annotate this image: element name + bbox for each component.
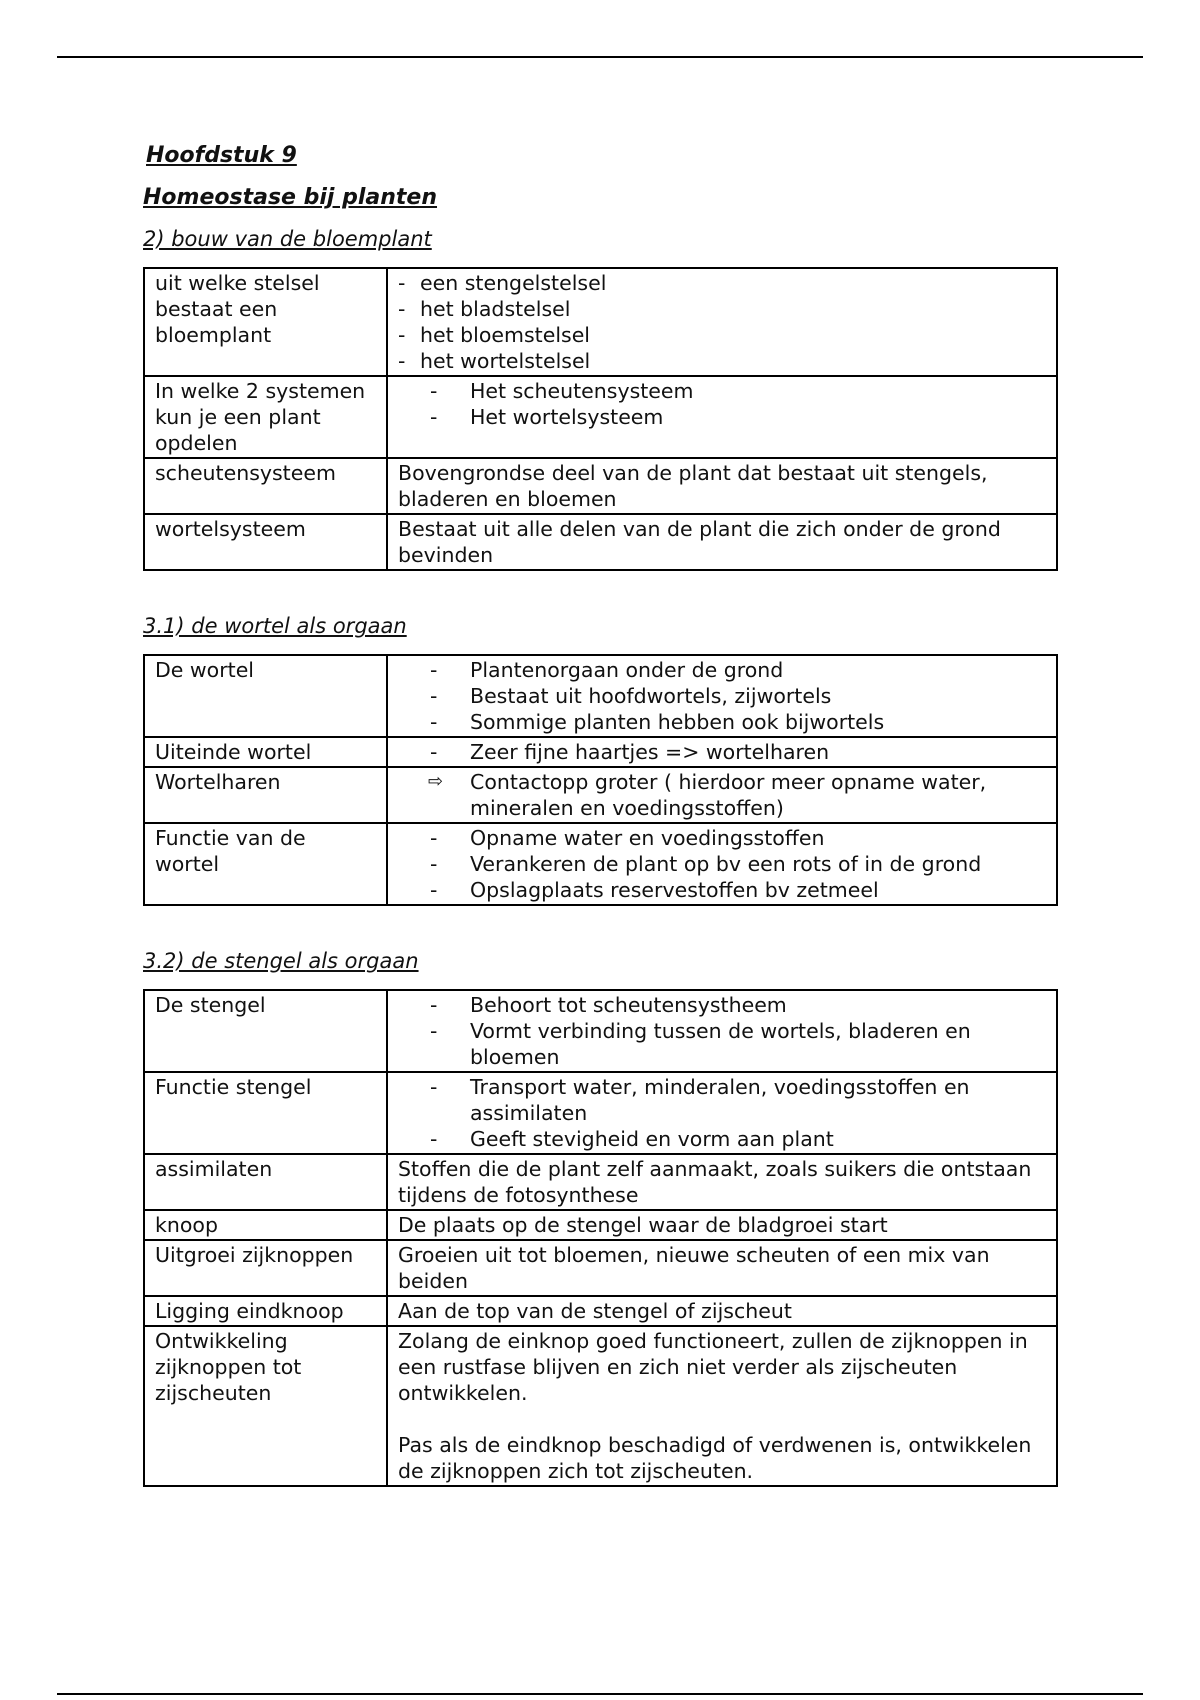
row-value	[387, 458, 1057, 514]
row-label: De wortel	[144, 655, 387, 737]
row-label: knoop	[144, 1210, 387, 1240]
table-row	[144, 458, 1057, 514]
list-item: - Vormt verbinding tussen de wortels, bladeren en bloemen	[398, 1018, 1046, 1070]
row-label: wortelsysteem	[144, 514, 387, 570]
bullet-list	[398, 378, 1046, 430]
table-row	[144, 737, 1057, 767]
info-table	[143, 989, 1058, 1487]
bullet-list	[398, 1074, 1046, 1152]
row-value	[387, 1240, 1057, 1296]
row-label: Wortelharen	[144, 767, 387, 823]
list-item: - Geeft stevigheid en vorm aan plant	[398, 1126, 1046, 1152]
table-row	[144, 268, 1057, 376]
row-label: Ligging eindknoop	[144, 1296, 387, 1326]
table-row	[144, 1296, 1057, 1326]
row-value	[387, 1154, 1057, 1210]
cell-paragraph: Zolang de einknop goed functioneert, zullen de zijknoppen in een rustfase blijven en zich niet verder als zijscheuten ontwikkelen.	[398, 1329, 1028, 1405]
bullet-list	[398, 992, 1046, 1070]
table-row	[144, 990, 1057, 1072]
cell-paragraph: Groeien uit tot bloemen, nieuwe scheuten of een mix van beiden	[398, 1243, 990, 1293]
table-row	[144, 376, 1057, 458]
list-item: - Sommige planten hebben ook bijwortels	[398, 709, 1046, 735]
row-label: In welke 2 systemen kun je een plant opdelen	[144, 376, 387, 458]
list-item: - het bladstelsel	[398, 296, 1046, 322]
table-row	[144, 767, 1057, 823]
cell-paragraph: De plaats op de stengel waar de bladgroei start	[398, 1213, 888, 1237]
table-row	[144, 1326, 1057, 1486]
row-value	[387, 655, 1057, 737]
list-item: - Bestaat uit hoofdwortels, zijwortels	[398, 683, 1046, 709]
list-item: - het bloemstelsel	[398, 322, 1046, 348]
subject-title: Homeostase bij planten	[143, 185, 438, 210]
row-value	[387, 514, 1057, 570]
cell-paragraph: Pas als de eindknop beschadigd of verdwenen is, ontwikkelen de zijknoppen zich tot zijscheuten.	[398, 1433, 1032, 1483]
footer-rule	[57, 1693, 1143, 1695]
list-item: - Het scheutensysteem	[398, 378, 1046, 404]
row-value	[387, 1296, 1057, 1326]
list-item: - Verankeren de plant op bv een rots of in de grond	[398, 851, 1046, 877]
bullet-list	[398, 769, 1046, 821]
section-title: 3.2) de stengel als orgaan	[143, 949, 419, 973]
table-row	[144, 823, 1057, 905]
cell-paragraph: Stoffen die de plant zelf aanmaakt, zoals suikers die ontstaan tijdens de fotosynthese	[398, 1157, 1032, 1207]
row-value	[387, 823, 1057, 905]
chapter-title: Hoofdstuk 9	[146, 143, 297, 168]
table-row	[144, 655, 1057, 737]
row-label: Uitgroei zijknoppen	[144, 1240, 387, 1296]
info-table	[143, 654, 1058, 906]
info-table	[143, 267, 1058, 571]
bullet-list	[398, 270, 1046, 374]
section-title: 2) bouw van de bloemplant	[143, 227, 432, 251]
bullet-list	[398, 657, 1046, 735]
row-label: Uiteinde wortel	[144, 737, 387, 767]
section-title: 3.1) de wortel als orgaan	[143, 614, 407, 638]
row-label: assimilaten	[144, 1154, 387, 1210]
list-item: - het wortelstelsel	[398, 348, 1046, 374]
document-body	[143, 140, 1058, 1487]
table-row	[144, 1240, 1057, 1296]
list-item: - een stengelstelsel	[398, 270, 1046, 296]
cell-paragraph: Bestaat uit alle delen van de plant die zich onder de grond bevinden	[398, 517, 1001, 567]
header-rule	[57, 56, 1143, 58]
row-value	[387, 1326, 1057, 1486]
row-value	[387, 1210, 1057, 1240]
row-label: Ontwikkeling zijknoppen tot zijscheuten	[144, 1326, 387, 1486]
row-label: Functie stengel	[144, 1072, 387, 1154]
row-label: uit welke stelsel bestaat een bloemplant	[144, 268, 387, 376]
table-row	[144, 514, 1057, 570]
row-value	[387, 268, 1057, 376]
table-row	[144, 1072, 1057, 1154]
bullet-list	[398, 825, 1046, 903]
cell-paragraph: Bovengrondse deel van de plant dat bestaat uit stengels, bladeren en bloemen	[398, 461, 988, 511]
list-item: - Opname water en voedingsstoffen	[398, 825, 1046, 851]
list-item: - Opslagplaats reservestoffen bv zetmeel	[398, 877, 1046, 903]
bullet-list	[398, 739, 1046, 765]
row-label: De stengel	[144, 990, 387, 1072]
row-value	[387, 990, 1057, 1072]
list-item: ⇨ Contactopp groter ( hierdoor meer opname water, mineralen en voedingsstoffen)	[398, 769, 1046, 821]
list-item: - Transport water, minderalen, voedingsstoffen en assimilaten	[398, 1074, 1046, 1126]
row-value	[387, 1072, 1057, 1154]
table-row	[144, 1154, 1057, 1210]
row-value	[387, 376, 1057, 458]
list-item: - Het wortelsysteem	[398, 404, 1046, 430]
row-value	[387, 767, 1057, 823]
row-label: Functie van de wortel	[144, 823, 387, 905]
list-item: - Zeer fijne haartjes => wortelharen	[398, 739, 1046, 765]
sections-container	[143, 226, 1058, 1487]
cell-paragraph: Aan de top van de stengel of zijscheut	[398, 1299, 792, 1323]
table-row	[144, 1210, 1057, 1240]
list-item: - Behoort tot scheutensystheem	[398, 992, 1046, 1018]
row-label: scheutensysteem	[144, 458, 387, 514]
row-value	[387, 737, 1057, 767]
list-item: - Plantenorgaan onder de grond	[398, 657, 1046, 683]
